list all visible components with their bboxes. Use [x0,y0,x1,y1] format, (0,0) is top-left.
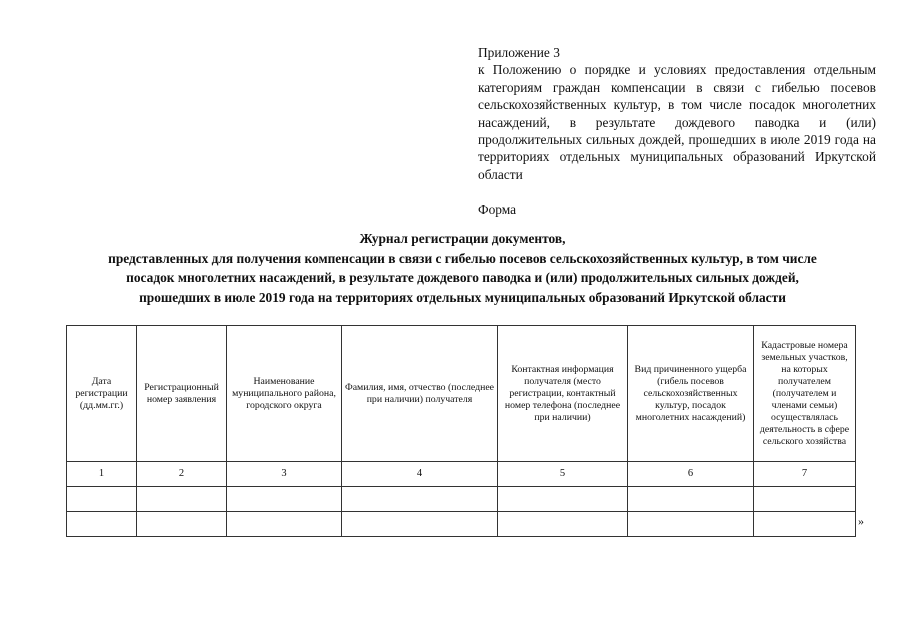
appendix-block [478,44,876,183]
table-header-row [67,326,856,462]
registration-journal-table [66,325,856,537]
header-cell-damage-type: Вид причиненного ущерба (гибель посевов сельскохозяйственных культур, посадок многолетних насаждений) [628,326,754,462]
form-label: Форма [478,202,517,217]
table-cell [137,512,227,537]
header-cell-cadastral: Кадастровые номера земельных участков, на которых получателем (получателем и членами семьи) осуществлялась деятельность в сфере сельского хозяйства [754,326,856,462]
table-cell [227,512,342,537]
column-number: 7 [754,462,856,487]
table-cell [67,487,137,512]
column-number: 2 [137,462,227,487]
table-cell [67,512,137,537]
header-cell-district: Наименование муниципального района, городского округа [227,326,342,462]
table-cell [137,487,227,512]
table-cell [754,487,856,512]
table-cell [754,512,856,537]
column-number: 1 [67,462,137,487]
header-cell-reg-number: Регистрационный номер заявления [137,326,227,462]
journal-title-line: представленных для получения компенсации в связи с гибелью посевов сельскохозяйственных культур, в том числе [108,250,817,266]
table-row [67,512,856,537]
table-cell [342,512,498,537]
table-number-row [67,462,856,487]
journal-title-line: посадок многолетних насаждений, в результате дождевого паводка и (или) продолжительных сильных дождей, [126,270,799,285]
journal-title-line: прошедших в июле 2019 года на территориях отдельных муниципальных образований Иркутской области [139,289,786,305]
table-cell [227,487,342,512]
column-number: 6 [628,462,754,487]
table-row [67,487,856,512]
table-cell [498,512,628,537]
header-cell-date: Дата регистрации (дд.мм.гг.) [67,326,137,462]
appendix-body: к Положению о порядке и условиях предоставления отдельным категориям граждан компенсации в связи с гибелью посевов сельскохозяйственных культур, в том числе посадок многолетних насаждений, в результате дождевого паводка и (или) продолжительных сильных дождей, прошедших в июле 2019 года на территориях отдельных муниципальных образований Иркутской области [478,62,876,182]
table-cell [498,487,628,512]
column-number: 5 [498,462,628,487]
table-cell [628,512,754,537]
column-number: 3 [227,462,342,487]
header-cell-contact: Контактная информация получателя (место регистрации, контактный номер телефона (последнее при наличии) [498,326,628,462]
appendix-title: Приложение 3 [478,45,560,60]
table-cell [342,487,498,512]
journal-title [40,229,885,307]
header-cell-full-name: Фамилия, имя, отчество (последнее при наличии) получателя [342,326,498,462]
closing-quote: » [858,514,864,528]
journal-title-line: Журнал регистрации документов, [359,231,566,246]
column-number: 4 [342,462,498,487]
table-cell [628,487,754,512]
